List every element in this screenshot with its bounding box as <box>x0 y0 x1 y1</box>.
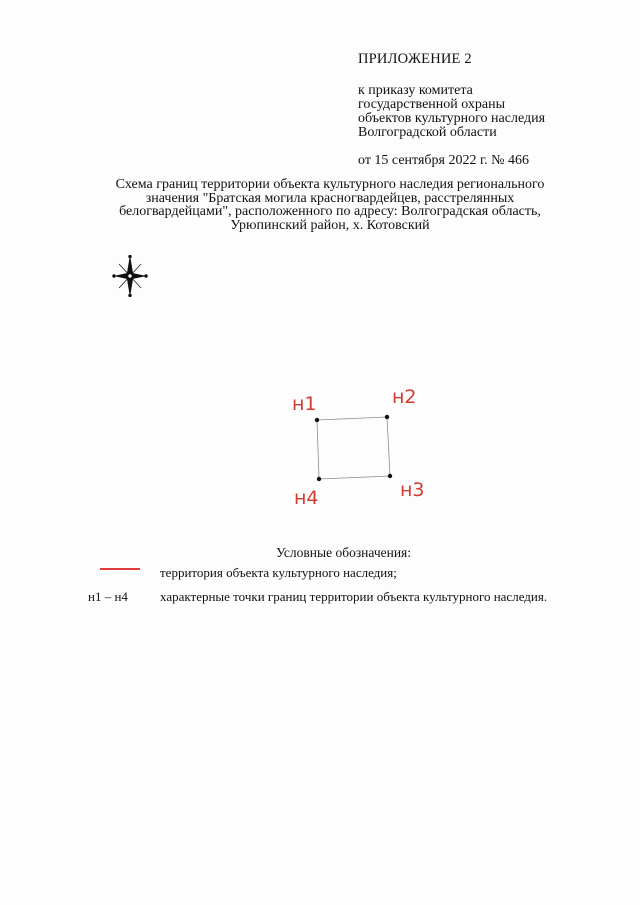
point-label-n4: н4 <box>294 487 319 509</box>
legend-title: Условные обозначения: <box>276 545 412 560</box>
scheme-title <box>60 178 600 232</box>
legend-points-symbol: н1 – н4 <box>88 589 128 604</box>
appendix-line: к приказу комитета <box>358 83 473 98</box>
legend-item-text: характерные точки границ территории объекта культурного наследия. <box>160 589 548 604</box>
boundary-plan <box>280 378 440 513</box>
boundary-point <box>385 415 389 419</box>
territory-boundary <box>317 417 390 479</box>
legend-red-line-symbol <box>100 568 140 570</box>
appendix-line: Волгоградской области <box>358 125 497 140</box>
order-date: от 15 сентября 2022 г. № 466 <box>358 153 529 168</box>
scheme-title-line: белогвардейцами", расположенного по адресу: Волгоградская область, <box>119 204 541 219</box>
appendix-title: ПРИЛОЖЕНИЕ 2 <box>358 51 472 67</box>
point-label-n2: н2 <box>392 386 417 408</box>
scheme-title-line: Урюпинский район, х. Котовский <box>230 217 430 233</box>
legend-item-text: территория объекта культурного наследия; <box>160 565 397 580</box>
appendix-line: государственной охраны <box>358 97 506 112</box>
boundary-point <box>315 418 319 422</box>
boundary-point <box>388 474 392 478</box>
boundary-point <box>317 477 321 481</box>
appendix-header <box>358 52 628 140</box>
compass-rose-icon <box>112 255 148 297</box>
point-label-n3: н3 <box>400 479 425 501</box>
scheme-title-line: Схема границ территории объекта культурного наследия регионального <box>115 177 545 192</box>
scheme-title-line: значения "Братская могила красногвардейцев, расстрелянных <box>145 190 515 206</box>
appendix-line: объектов культурного наследия <box>358 111 546 126</box>
point-label-n1: н1 <box>292 393 317 415</box>
